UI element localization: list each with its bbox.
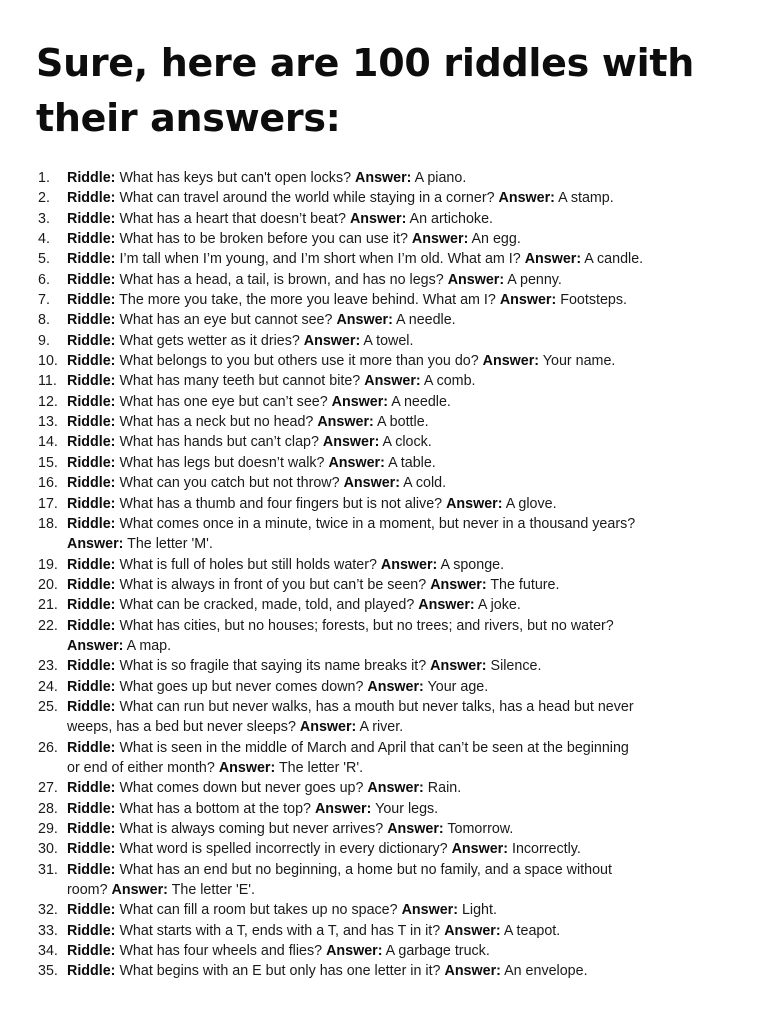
riddle-number: 23. xyxy=(38,658,58,675)
riddle-number: 7. xyxy=(38,292,50,309)
riddle-question: What has many teeth but cannot bite? xyxy=(119,373,361,390)
riddle-question: What has cities, but no houses; forests, but no trees; and rivers, but no water? xyxy=(119,617,614,634)
riddle-question: What has legs but doesn’t walk? xyxy=(119,454,325,471)
riddle-item-continuation xyxy=(36,880,728,900)
riddle-label: Riddle: xyxy=(67,271,116,288)
riddle-item xyxy=(36,392,728,412)
riddle-item xyxy=(36,209,728,229)
riddle-question: What is always in front of you but can’t be seen? xyxy=(119,576,427,593)
riddle-answer: The letter 'R'. xyxy=(278,759,364,776)
riddle-answer: The letter 'M'. xyxy=(127,536,213,553)
riddle-number: 14. xyxy=(38,434,58,451)
riddle-question: What starts with a T, ends with a T, and has T in it? xyxy=(119,922,441,939)
riddle-question: What begins with an E but only has one letter in it? xyxy=(119,963,441,980)
answer-label: Answer: xyxy=(367,780,424,797)
answer-label: Answer: xyxy=(317,414,374,431)
riddle-item xyxy=(36,229,728,249)
riddle-label: Riddle: xyxy=(67,963,116,980)
answer-label: Answer: xyxy=(499,292,557,309)
riddle-list xyxy=(36,168,728,982)
riddle-answer: A glove. xyxy=(505,495,557,512)
riddle-item xyxy=(36,188,728,208)
riddle-question: What has hands but can’t clap? xyxy=(119,434,319,451)
riddle-number: 18. xyxy=(38,515,58,532)
riddle-label: Riddle: xyxy=(67,698,116,715)
riddle-answer: A garbage truck. xyxy=(385,943,490,960)
riddle-label: Riddle: xyxy=(67,902,116,919)
riddle-number: 30. xyxy=(38,841,58,858)
riddle-answer: Your name. xyxy=(542,353,616,370)
riddle-question: room? xyxy=(67,882,108,899)
riddle-number: 17. xyxy=(38,495,58,512)
riddle-label: Riddle: xyxy=(67,597,116,614)
riddle-question: What has a bottom at the top? xyxy=(119,800,311,817)
riddle-item xyxy=(36,595,728,615)
answer-label: Answer: xyxy=(430,576,487,593)
riddle-label: Riddle: xyxy=(67,353,116,370)
riddle-question: What has an eye but cannot see? xyxy=(119,312,333,329)
riddle-label: Riddle: xyxy=(67,515,116,532)
riddle-item xyxy=(36,168,728,188)
riddle-answer: Light. xyxy=(461,902,497,919)
answer-label: Answer: xyxy=(451,841,508,858)
riddle-item xyxy=(36,494,728,514)
answer-label: Answer: xyxy=(328,454,385,471)
riddle-number: 26. xyxy=(38,739,58,756)
riddle-item xyxy=(36,473,728,493)
riddle-number: 12. xyxy=(38,393,58,410)
riddle-number: 19. xyxy=(38,556,58,573)
riddle-number: 4. xyxy=(38,231,50,248)
riddle-item xyxy=(36,860,728,880)
answer-label: Answer: xyxy=(336,312,393,329)
riddle-answer: A sponge. xyxy=(440,556,505,573)
riddle-label: Riddle: xyxy=(67,312,116,329)
riddle-answer: A table. xyxy=(388,454,436,471)
answer-label: Answer: xyxy=(364,373,421,390)
riddle-item xyxy=(36,961,728,981)
riddle-label: Riddle: xyxy=(67,231,116,248)
riddle-label: Riddle: xyxy=(67,678,116,695)
riddle-question: What can you catch but not throw? xyxy=(119,475,340,492)
riddle-item xyxy=(36,310,728,330)
answer-label: Answer: xyxy=(343,475,400,492)
riddle-item xyxy=(36,555,728,575)
riddle-question: The more you take, the more you leave behind. What am I? xyxy=(119,292,496,309)
riddle-question: What has a neck but no head? xyxy=(119,414,314,431)
riddle-item xyxy=(36,412,728,432)
riddle-item-continuation xyxy=(36,758,728,778)
answer-label: Answer: xyxy=(349,210,407,227)
answer-label: Answer: xyxy=(482,353,540,370)
riddle-question: What comes down but never goes up? xyxy=(119,780,364,797)
riddle-question: What word is spelled incorrectly in every dictionary? xyxy=(119,841,448,858)
riddle-item xyxy=(36,697,728,717)
riddle-item xyxy=(36,799,728,819)
riddle-answer: Your age. xyxy=(427,678,489,695)
riddle-question: What has to be broken before you can use it? xyxy=(119,231,408,248)
riddle-answer: Rain. xyxy=(427,780,462,797)
riddle-label: Riddle: xyxy=(67,292,116,309)
riddle-number: 35. xyxy=(38,963,58,980)
riddle-number: 9. xyxy=(38,332,50,349)
riddle-question: What is so fragile that saying its name breaks it? xyxy=(119,658,427,675)
riddle-answer: The letter 'E'. xyxy=(171,882,255,899)
riddle-label: Riddle: xyxy=(67,393,116,410)
riddle-item xyxy=(36,941,728,961)
riddle-item xyxy=(36,921,728,941)
riddle-item-continuation xyxy=(36,636,728,656)
riddle-label: Riddle: xyxy=(67,821,116,837)
answer-label: Answer: xyxy=(67,637,124,654)
answer-label: Answer: xyxy=(498,190,555,207)
riddle-number: 33. xyxy=(38,922,58,939)
riddle-item xyxy=(36,900,728,920)
riddle-label: Riddle: xyxy=(67,922,116,939)
riddle-question: What has keys but can't open locks? xyxy=(119,170,352,186)
riddle-answer: An artichoke. xyxy=(409,210,493,227)
answer-label: Answer: xyxy=(446,495,503,512)
riddle-item xyxy=(36,453,728,473)
answer-label: Answer: xyxy=(326,943,383,960)
riddle-question: What comes once in a minute, twice in a moment, but never in a thousand years? xyxy=(119,515,636,532)
riddle-question: I’m tall when I’m young, and I’m short when I’m old. What am I? xyxy=(119,251,521,268)
riddle-question: What has a heart that doesn’t beat? xyxy=(119,210,346,227)
answer-label: Answer: xyxy=(447,271,505,288)
riddle-label: Riddle: xyxy=(67,800,116,817)
riddle-answer: A clock. xyxy=(382,434,432,451)
riddle-label: Riddle: xyxy=(67,658,116,675)
riddle-item xyxy=(36,738,728,758)
riddle-question: weeps, has a bed but never sleeps? xyxy=(67,719,296,736)
riddle-number: 11. xyxy=(38,373,57,390)
riddle-number: 24. xyxy=(38,678,58,695)
answer-label: Answer: xyxy=(322,434,380,451)
riddle-item xyxy=(36,432,728,452)
riddle-item-continuation xyxy=(36,534,728,554)
riddle-item xyxy=(36,351,728,371)
riddle-question: What can run but never walks, has a mouth but never talks, has a head but never xyxy=(119,698,634,715)
answer-label: Answer: xyxy=(401,902,458,919)
answer-label: Answer: xyxy=(303,332,361,349)
riddle-number: 28. xyxy=(38,800,58,817)
answer-label: Answer: xyxy=(367,678,424,695)
riddle-question: What has four wheels and flies? xyxy=(119,943,323,960)
riddle-answer: A penny. xyxy=(507,271,562,288)
answer-label: Answer: xyxy=(355,170,412,186)
riddle-label: Riddle: xyxy=(67,434,116,451)
riddle-question: What has a head, a tail, is brown, and has no legs? xyxy=(119,271,444,288)
riddle-item xyxy=(36,778,728,798)
riddle-item xyxy=(36,371,728,391)
riddle-answer: A cold. xyxy=(403,475,447,492)
riddle-number: 32. xyxy=(38,902,58,919)
answer-label: Answer: xyxy=(444,922,501,939)
answer-label: Answer: xyxy=(411,231,469,248)
riddle-answer: A joke. xyxy=(477,597,521,614)
answer-label: Answer: xyxy=(380,556,438,573)
answer-label: Answer: xyxy=(524,251,582,268)
riddle-answer: A needle. xyxy=(391,393,451,410)
riddle-question: What gets wetter as it dries? xyxy=(119,332,300,349)
riddle-number: 34. xyxy=(38,943,58,960)
riddle-item xyxy=(36,331,728,351)
answer-label: Answer: xyxy=(111,882,168,899)
riddle-number: 16. xyxy=(38,475,58,492)
riddle-label: Riddle: xyxy=(67,576,116,593)
answer-label: Answer: xyxy=(387,821,444,837)
riddle-item-continuation xyxy=(36,717,728,737)
riddle-label: Riddle: xyxy=(67,617,116,634)
riddle-label: Riddle: xyxy=(67,210,116,227)
riddle-number: 13. xyxy=(38,414,58,431)
riddle-number: 3. xyxy=(38,210,50,227)
riddle-label: Riddle: xyxy=(67,943,116,960)
riddle-number: 21. xyxy=(38,597,58,614)
riddle-question: or end of either month? xyxy=(67,759,215,776)
page-title: Sure, here are 100 riddles with their answers: xyxy=(36,41,694,140)
riddle-answer: A candle. xyxy=(584,251,644,268)
answer-label: Answer: xyxy=(67,536,124,553)
answer-label: Answer: xyxy=(418,597,475,614)
riddle-question: What has an end but no beginning, a home but no family, and a space without xyxy=(119,861,612,878)
riddle-label: Riddle: xyxy=(67,841,116,858)
riddle-number: 25. xyxy=(38,698,58,715)
riddle-number: 31. xyxy=(38,861,58,878)
riddle-label: Riddle: xyxy=(67,373,116,390)
riddle-answer: Tomorrow. xyxy=(447,821,514,837)
riddle-answer: An egg. xyxy=(471,231,521,248)
riddle-answer: A teapot. xyxy=(503,922,561,939)
riddle-number: 22. xyxy=(38,617,58,634)
riddle-answer: An envelope. xyxy=(504,963,588,980)
riddle-number: 5. xyxy=(38,251,50,268)
riddle-question: What belongs to you but others use it more than you do? xyxy=(119,353,479,370)
riddle-answer: Your legs. xyxy=(375,800,439,817)
riddle-label: Riddle: xyxy=(67,414,116,431)
riddle-answer: A piano. xyxy=(414,170,467,186)
riddle-label: Riddle: xyxy=(67,454,116,471)
riddle-item xyxy=(36,290,728,310)
riddle-label: Riddle: xyxy=(67,861,116,878)
riddle-number: 6. xyxy=(38,271,50,288)
riddle-answer: A towel. xyxy=(363,332,414,349)
riddle-question: What is always coming but never arrives? xyxy=(119,821,384,837)
answer-label: Answer: xyxy=(299,719,357,736)
riddle-answer: Incorrectly. xyxy=(511,841,581,858)
answer-label: Answer: xyxy=(430,658,487,675)
riddle-number: 10. xyxy=(38,353,58,370)
answer-label: Answer: xyxy=(314,800,372,817)
answer-label: Answer: xyxy=(218,759,276,776)
riddle-question: What is seen in the middle of March and April that can’t be seen at the beginning xyxy=(119,739,629,756)
riddle-answer: Silence. xyxy=(490,658,542,675)
riddle-label: Riddle: xyxy=(67,556,116,573)
riddle-question: What can be cracked, made, told, and played? xyxy=(119,597,415,614)
riddle-question: What can fill a room but takes up no space? xyxy=(119,902,398,919)
riddle-item xyxy=(36,249,728,269)
answer-label: Answer: xyxy=(444,963,501,980)
riddle-number: 8. xyxy=(38,312,50,329)
riddle-answer: Footsteps. xyxy=(560,292,627,309)
riddle-item xyxy=(36,270,728,290)
riddle-number: 29. xyxy=(38,821,58,837)
riddle-answer: A map. xyxy=(126,637,172,654)
riddle-question: What has one eye but can’t see? xyxy=(119,393,328,410)
riddle-number: 15. xyxy=(38,454,58,471)
riddle-item xyxy=(36,819,728,839)
riddle-answer: A stamp. xyxy=(558,190,614,207)
riddle-label: Riddle: xyxy=(67,251,116,268)
riddle-question: What goes up but never comes down? xyxy=(119,678,364,695)
riddle-question: What is full of holes but still holds water? xyxy=(119,556,377,573)
answer-label: Answer: xyxy=(331,393,389,410)
riddle-answer: A comb. xyxy=(423,373,476,390)
riddle-item xyxy=(36,616,728,636)
riddle-number: 2. xyxy=(38,190,50,207)
riddle-number: 27. xyxy=(38,780,58,797)
riddle-item xyxy=(36,575,728,595)
riddle-item xyxy=(36,514,728,534)
riddle-number: 1. xyxy=(38,170,50,186)
riddle-answer: A river. xyxy=(359,719,404,736)
riddle-item xyxy=(36,839,728,859)
riddle-label: Riddle: xyxy=(67,780,116,797)
riddle-label: Riddle: xyxy=(67,739,116,756)
riddle-label: Riddle: xyxy=(67,190,116,207)
riddle-question: What has a thumb and four fingers but is not alive? xyxy=(119,495,443,512)
riddle-label: Riddle: xyxy=(67,170,116,186)
riddle-label: Riddle: xyxy=(67,495,116,512)
riddle-label: Riddle: xyxy=(67,475,116,492)
riddle-number: 20. xyxy=(38,576,58,593)
riddle-answer: A bottle. xyxy=(376,414,429,431)
riddle-answer: The future. xyxy=(490,576,560,593)
riddle-answer: A needle. xyxy=(396,312,456,329)
riddle-item xyxy=(36,656,728,676)
riddle-item xyxy=(36,677,728,697)
riddle-label: Riddle: xyxy=(67,332,116,349)
riddle-question: What can travel around the world while staying in a corner? xyxy=(119,190,495,207)
